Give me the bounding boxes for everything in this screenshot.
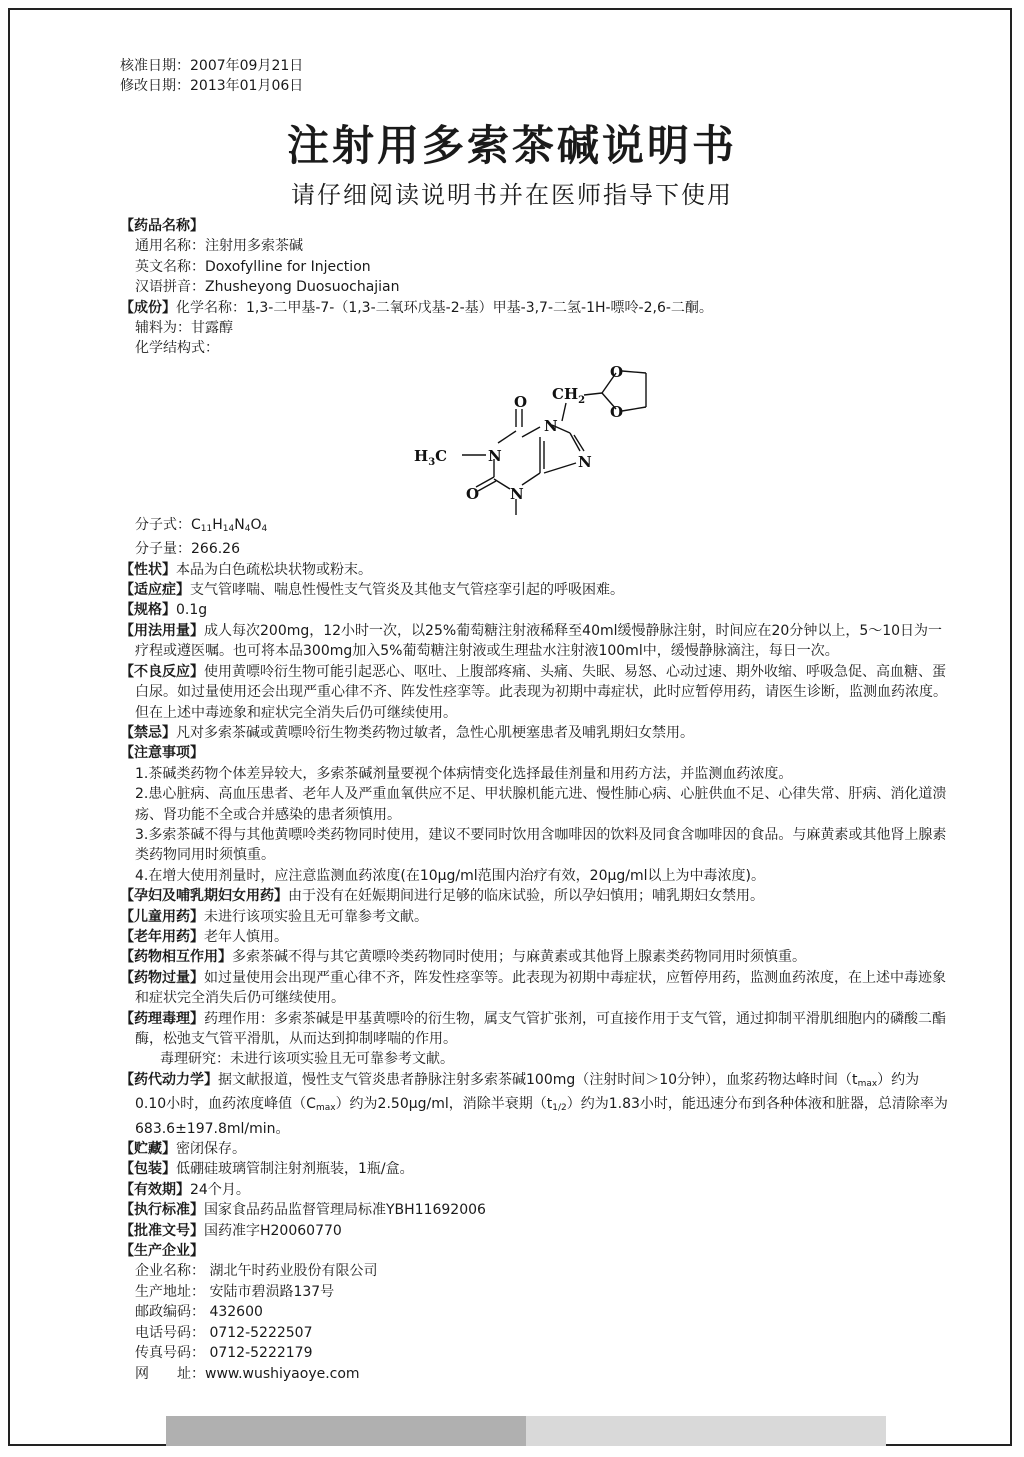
generic-name: 通用名称：注射用多索茶碱 [135, 238, 303, 255]
chemical-name: 化学名称：1,3-二甲基-7-（1,3-二氧环戊基-2-基）甲基-3,7-二氢-1H-嘌呤-2,6-二酮。 [176, 299, 713, 316]
pinyin-name: 汉语拼音：Zhusheyong Duosuochajian [135, 279, 400, 296]
doxofylline-structure-diagram [410, 359, 670, 515]
toxicology-text: 毒理研究：未进行该项实验且无可靠参考文献。 [160, 1051, 454, 1068]
nitrogen-n9: N [578, 452, 592, 471]
date-block [120, 56, 303, 96]
overdose-section: 【药物过量】如过量使用会出现严重心律不齐，阵发性痉挛等。此表现为初期中毒症状，应暂停用药，监测血药浓度，在上述中毒迹象和症状完全消失后仍可继续使用。 [120, 969, 946, 1007]
pregnancy-section: 【孕妇及哺乳期妇女用药】由于没有在妊娠期间进行足够的临床试验，所以孕妇慎用；哺乳期妇女禁用。 [120, 888, 764, 905]
approval-section: 【批准文号】国药准字H20060770 [120, 1222, 342, 1239]
properties-section: 【性状】本品为白色疏松块状物或粉末。 [120, 561, 372, 578]
footer-color-bar [166, 1416, 886, 1446]
document-subtitle: 请仔细阅读说明书并在医师指导下使用 [291, 181, 733, 209]
composition-heading: 【成份】 [120, 299, 176, 316]
spec-section: 【规格】0.1g [120, 602, 208, 619]
leaflet-body [120, 216, 950, 1384]
footer-bar-dark [166, 1416, 526, 1446]
english-name: 英文名称：Doxofylline for Injection [135, 258, 371, 275]
precaution-item: 1.茶碱类药物个体差异较大，多索茶碱剂量要视个体病情变化选择最佳剂量和用药方法，并监测血药浓度。 [135, 765, 793, 782]
nitrogen-n1: N [488, 446, 502, 465]
standard-section: 【执行标准】国家食品药品监督管理局标准YBH11692006 [120, 1202, 486, 1219]
pharmacology-section: 【药理毒理】药理作用：多索茶碱是甲基黄嘌呤的衍生物，属支气管扩张剂，可直接作用于支气管，通过抑制平滑肌细胞内的磷酸二酯酶，松弛支气管平滑肌，从而达到抑制哮喘的作用。 [120, 1010, 946, 1047]
carbonyl-oxygen-top: O [514, 392, 528, 411]
package-section: 【包装】低硼硅玻璃管制注射剂瓶装，1瓶/盒。 [120, 1161, 414, 1178]
ch2-label: $CH_2$ [552, 384, 586, 406]
validity-section: 【有效期】24个月。 [120, 1181, 250, 1198]
carbonyl-oxygen-left: O [466, 484, 480, 503]
nitrogen-n7: N [544, 416, 558, 435]
manufacturer-heading: 【生产企业】 [120, 1243, 204, 1260]
ring-oxygen-2: O [610, 402, 624, 421]
chemical-structure [120, 359, 950, 515]
indications-section: 【适应症】支气管哮喘、喘息性慢性支气管炎及其他支气管痉挛引起的呼吸困难。 [120, 582, 624, 599]
company-name: 企业名称： 湖北午时药业股份有限公司 [135, 1263, 378, 1280]
composition-section [120, 298, 950, 318]
pediatric-section: 【儿童用药】未进行该项实验且无可靠参考文献。 [120, 908, 428, 925]
document-title: 注射用多索茶碱说明书 [286, 121, 737, 170]
h3c-label: $H_3C$ [414, 446, 448, 468]
geriatric-section: 【老年用药】老年人慎用。 [120, 928, 288, 945]
precautions-heading: 【注意事项】 [120, 745, 204, 762]
pharmacokinetics-section: 【药代动力学】据文献报道，慢性支气管炎患者静脉注射多索茶碱100mg（注射时间＞10分钟），血浆药物达峰时间$(t_{max})$约为0.10小时，血药浓度峰值$(C_{max})$约为2.50μg/ml，消除半衰期$(t_{1/2})$约为1.83小时，能迅速分布到各种体液和脏器，总清除率为683.6±197.8ml/min。 [120, 1071, 948, 1137]
molecular-weight: 分子量：266.26 [135, 541, 240, 558]
molecular-formula: 分子式：$C_{11}H_{14}N_4O_4$ [135, 516, 268, 534]
precaution-item: 2.患心脏病、高血压患者、老年人及严重血氧供应不足、甲状腺机能亢进、慢性肺心病、心脏供血不足、心律失常、肝病、消化道溃疡、肾功能不全或合并感染的患者须慎用。 [135, 786, 947, 823]
structure-label: 化学结构式： [135, 340, 219, 357]
company-address: 生产地址： 安陆市碧涢路137号 [135, 1283, 335, 1300]
revise-date: 修改日期：2013年01月06日 [120, 78, 304, 94]
precaution-item: 4.在增大使用剂量时，应注意监测血药浓度(在10μg/ml范围内治疗有效，20μg/ml以上为中毒浓度)。 [135, 867, 765, 884]
ring-oxygen-1: O [610, 362, 624, 381]
excipient: 辅料为：甘露醇 [135, 320, 233, 337]
fax-number: 传真号码： 0712-5222179 [135, 1345, 313, 1362]
website: 网 址：www.wushiyaoye.com [135, 1365, 360, 1382]
phone-number: 电话号码： 0712-5222507 [135, 1324, 313, 1341]
adverse-section: 【不良反应】使用黄嘌呤衍生物可能引起恶心、呕吐、上腹部疼痛、头痛、失眠、易怒、心动过速、期外收缩、呼吸急促、高血糖、蛋白尿。如过量使用还会出现严重心律不齐、阵发性痉挛等。此表现为初期中毒症状，此时应暂停用药，请医生诊断，监测血药浓度。但在上述中毒迹象和症状完全消失后仍可继续使用。 [120, 663, 947, 721]
contraindication-section: 【禁忌】凡对多索茶碱或黄嘌呤衍生物类药物过敏者，急性心肌梗塞患者及哺乳期妇女禁用。 [120, 724, 694, 741]
postcode: 邮政编码： 432600 [135, 1304, 263, 1321]
precaution-item: 3.多索茶碱不得与其他黄嘌呤类药物同时使用，建议不要同时饮用含咖啡因的饮料及同食含咖啡因的食品。与麻黄素或其他肾上腺素类药物同用时须慎重。 [135, 826, 947, 864]
dosage-section: 【用法用量】成人每次200mg，12小时一次，以25%葡萄糖注射液稀释至40ml缓慢静脉注射，时间应在20分钟以上，5～10日为一疗程或遵医嘱。也可将本品300mg加入5%葡萄糖注射液或生理盐水注射液100ml中，缓慢静脉滴注，每日一次。 [120, 622, 943, 660]
interactions-section: 【药物相互作用】多索茶碱不得与其它黄嘌呤类药物同时使用；与麻黄素或其他肾上腺素类药物同用时须慎重。 [120, 949, 806, 966]
drug-name-heading: 【药品名称】 [120, 218, 204, 234]
approve-date: 核准日期：2007年09月21日 [120, 58, 304, 74]
nitrogen-n3: N [510, 484, 524, 503]
footer-bar-light [526, 1416, 886, 1446]
storage-section: 【贮藏】密闭保存。 [120, 1141, 246, 1158]
